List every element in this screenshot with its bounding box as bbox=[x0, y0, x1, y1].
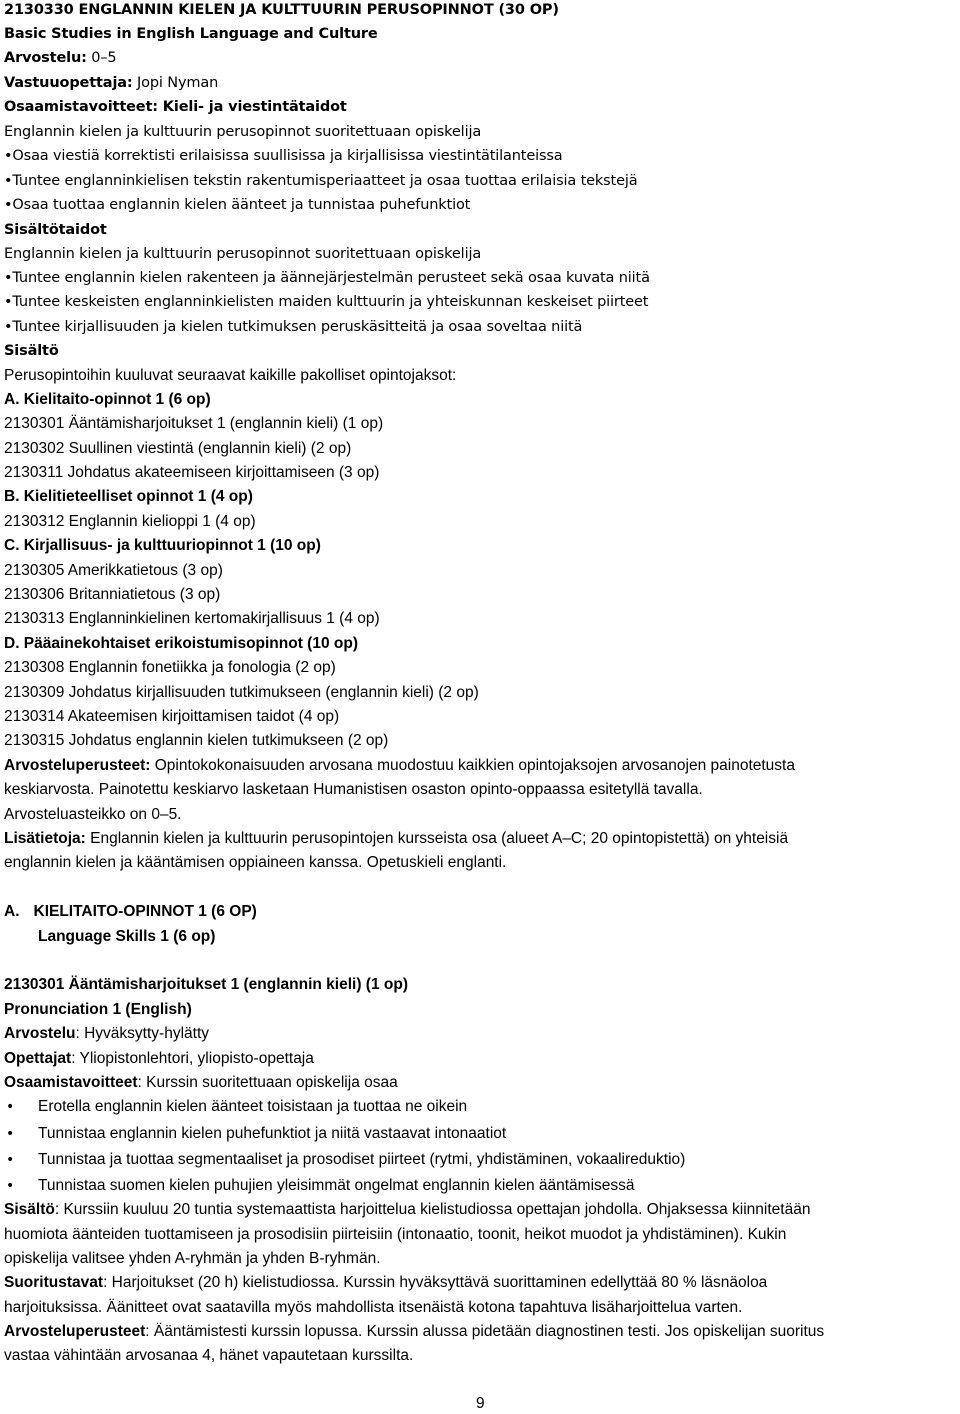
course-list-item: 2130314 Akateemisen kirjoittamisen taidot (4 op) bbox=[4, 708, 340, 725]
course-list-item: 2130309 Johdatus kirjallisuuden tutkimukseen (englannin kieli) (2 op) bbox=[4, 684, 479, 701]
course2-content-line: opiskelija valitsee yhden A-ryhmän ja yhden B-ryhmän. bbox=[4, 1250, 381, 1267]
goal-item: •Tuntee englanninkielisen tekstin rakentumisperiaatteet ja osaa tuottaa erilaisia tekstejä bbox=[4, 173, 638, 189]
content-skills-intro: Englannin kielen ja kulttuurin perusopinnot suoritettuaan opiskelija bbox=[4, 246, 482, 262]
content-skill-item: •Tuntee englannin kielen rakenteen ja äännejärjestelmän perusteet sekä osaa kuvata niitä bbox=[4, 270, 650, 286]
course2-goal-item: • Tunnistaa englannin kielen puhefunktiot ja niitä vastaavat intonaatiot bbox=[6, 1125, 507, 1142]
section-letter: A. bbox=[4, 903, 20, 920]
section-subtitle: Language Skills 1 (6 op) bbox=[38, 928, 216, 945]
content-skill-item: •Tuntee keskeisten englanninkielisten maiden kulttuurin ja yhteiskunnan keskeiset piirteet bbox=[4, 294, 649, 310]
content-skill-item: •Tuntee kirjallisuuden ja kielen tutkimuksen peruskäsitteitä ja osaa soveltaa niitä bbox=[4, 319, 583, 335]
course-subtitle: Basic Studies in English Language and Culture bbox=[4, 26, 378, 42]
grading-line bbox=[4, 48, 117, 68]
content-intro: Perusopintoihin kuuluvat seuraavat kaikille pakolliset opintojaksot: bbox=[4, 367, 457, 384]
course-list-item: 2130311 Johdatus akateemiseen kirjoittamiseen (3 op) bbox=[4, 464, 380, 481]
course-list-item: 2130302 Suullinen viestintä (englannin kieli) (2 op) bbox=[4, 440, 352, 457]
grading-value: 0–5 bbox=[86, 50, 117, 66]
course2-grading: Arvostelu: Hyväksytty-hylätty bbox=[4, 1025, 209, 1042]
course-list-item: 2130301 Ääntämisharjoitukset 1 (englannin kieli) (1 op) bbox=[4, 415, 384, 432]
content-label: Sisältö bbox=[4, 343, 59, 359]
group-heading: A. Kielitaito-opinnot 1 (6 op) bbox=[4, 391, 211, 408]
goals-value: Kieli- ja viestintätaidot bbox=[157, 99, 347, 115]
course2-title: 2130301 Ääntämisharjoitukset 1 (englannin kieli) (1 op) bbox=[4, 976, 408, 993]
course-title: 2130330 ENGLANNIN KIELEN JA KULTTUURIN PERUSOPINNOT (30 OP) bbox=[4, 2, 559, 18]
bullet-icon: • bbox=[6, 1178, 15, 1194]
course2-methods-line: harjoituksissa. Äänitteet ovat saatavilla myös mahdollista itsenäistä kotona tapahtuva lisäharjoittelua varten. bbox=[4, 1299, 743, 1316]
info-line: englannin kielen ja kääntämisen oppiaineen kanssa. Opetuskieli englanti. bbox=[4, 854, 507, 871]
bullet-icon: • bbox=[4, 197, 13, 213]
course2-content-line: huomiota äänteiden tuottamiseen ja prosodisiin piirteisiin (intonaatio, toonit, heikot muodot ja yhdistäminen). Kukin bbox=[4, 1226, 787, 1243]
section-heading bbox=[4, 902, 257, 922]
course2-goals: Osaamistavoitteet: Kurssin suoritettuaan opiskelija osaa bbox=[4, 1074, 398, 1091]
bullet-icon: • bbox=[4, 270, 13, 286]
course-list-item: 2130315 Johdatus englannin kielen tutkimukseen (2 op) bbox=[4, 732, 389, 749]
criteria-label: Arvosteluperusteet: bbox=[4, 757, 151, 774]
goal-item: •Osaa tuottaa englannin kielen äänteet ja tunnistaa puhefunktiot bbox=[4, 197, 471, 213]
info-label: Lisätietoja: bbox=[4, 830, 86, 847]
bullet-icon: • bbox=[4, 294, 13, 310]
goals-line bbox=[4, 97, 347, 117]
criteria-line: Arvosteluasteikko on 0–5. bbox=[4, 806, 182, 823]
grading-label: Arvostelu: bbox=[4, 50, 87, 66]
course2-methods: Suoritustavat: Harjoitukset (20 h) kielistudiossa. Kurssin hyväksyttävä suorittaminen edellyttää 80 % läsnäoloa bbox=[4, 1274, 768, 1291]
bullet-icon: • bbox=[6, 1126, 15, 1142]
course2-subtitle: Pronunciation 1 (English) bbox=[4, 1001, 192, 1018]
bullet-icon: • bbox=[4, 173, 13, 189]
group-heading: D. Pääainekohtaiset erikoistumisopinnot (10 op) bbox=[4, 635, 358, 652]
goal-item: •Osaa viestiä korrektisti erilaisissa suullisissa ja kirjallisissa viestintätilanteissa bbox=[4, 148, 563, 164]
info-line: Lisätietoja: Englannin kielen ja kulttuurin perusopintojen kursseista osa (alueet A–C; 20 opintopistettä) on yhteisiä bbox=[4, 830, 789, 847]
course-list-item: 2130312 Englannin kielioppi 1 (4 op) bbox=[4, 513, 256, 530]
goals-intro: Englannin kielen ja kulttuurin perusopinnot suoritettuaan opiskelija bbox=[4, 124, 482, 140]
group-heading: C. Kirjallisuus- ja kulttuuriopinnot 1 (10 op) bbox=[4, 537, 321, 554]
course2-criteria: Arvosteluperusteet: Ääntämistesti kurssin lopussa. Kurssin alussa pidetään diagnostinen testi. Jos opiskelijan suoritus bbox=[4, 1323, 825, 1340]
course-list-item: 2130305 Amerikkatietous (3 op) bbox=[4, 562, 223, 579]
page-number: 9 bbox=[476, 1395, 485, 1412]
course2-goal-item: • Tunnistaa ja tuottaa segmentaaliset ja prosodiset piirteet (rytmi, yhdistäminen, vokaalireduktio) bbox=[6, 1151, 686, 1168]
course-list-item: 2130313 Englanninkielinen kertomakirjallisuus 1 (4 op) bbox=[4, 610, 380, 627]
course2-criteria-line: vastaa vähintään arvosanaa 4, hänet vapautetaan kurssilta. bbox=[4, 1347, 414, 1364]
goals-label: Osaamistavoitteet: bbox=[4, 99, 158, 115]
course-list-item: 2130306 Britanniatietous (3 op) bbox=[4, 586, 221, 603]
bullet-icon: • bbox=[4, 319, 13, 335]
content-skills-label: Sisältötaidot bbox=[4, 222, 107, 238]
teacher-label: Vastuuopettaja: bbox=[4, 75, 133, 91]
criteria-line: keskiarvosta. Painotettu keskiarvo lasketaan Humanistisen osaston opinto-oppaassa esitetyllä tavalla. bbox=[4, 781, 703, 798]
bullet-icon: • bbox=[4, 148, 13, 164]
course2-goal-item: • Tunnistaa suomen kielen puhujien yleisimmät ongelmat englannin kielen ääntämisessä bbox=[6, 1177, 635, 1194]
course2-teachers: Opettajat: Yliopistonlehtori, yliopisto-opettaja bbox=[4, 1050, 314, 1067]
bullet-icon: • bbox=[6, 1099, 15, 1115]
bullet-icon: • bbox=[6, 1152, 15, 1168]
course2-content: Sisältö: Kurssiin kuuluu 20 tuntia systemaattista harjoittelua kielistudiossa opettajan johdolla. Ohjaksessa kiinnitetään bbox=[4, 1201, 811, 1218]
teacher-value: Jopi Nyman bbox=[132, 75, 219, 91]
teacher-line bbox=[4, 73, 218, 93]
course-list-item: 2130308 Englannin fonetiikka ja fonologia (2 op) bbox=[4, 659, 336, 676]
section-title: KIELITAITO-OPINNOT 1 (6 OP) bbox=[33, 903, 257, 920]
group-heading: B. Kielitieteelliset opinnot 1 (4 op) bbox=[4, 488, 253, 505]
course2-goal-item: • Erotella englannin kielen äänteet toisistaan ja tuottaa ne oikein bbox=[6, 1098, 468, 1115]
criteria-line: Arvosteluperusteet: Opintokokonaisuuden arvosana muodostuu kaikkien opintojaksojen arvosanojen painotetusta bbox=[4, 757, 795, 774]
